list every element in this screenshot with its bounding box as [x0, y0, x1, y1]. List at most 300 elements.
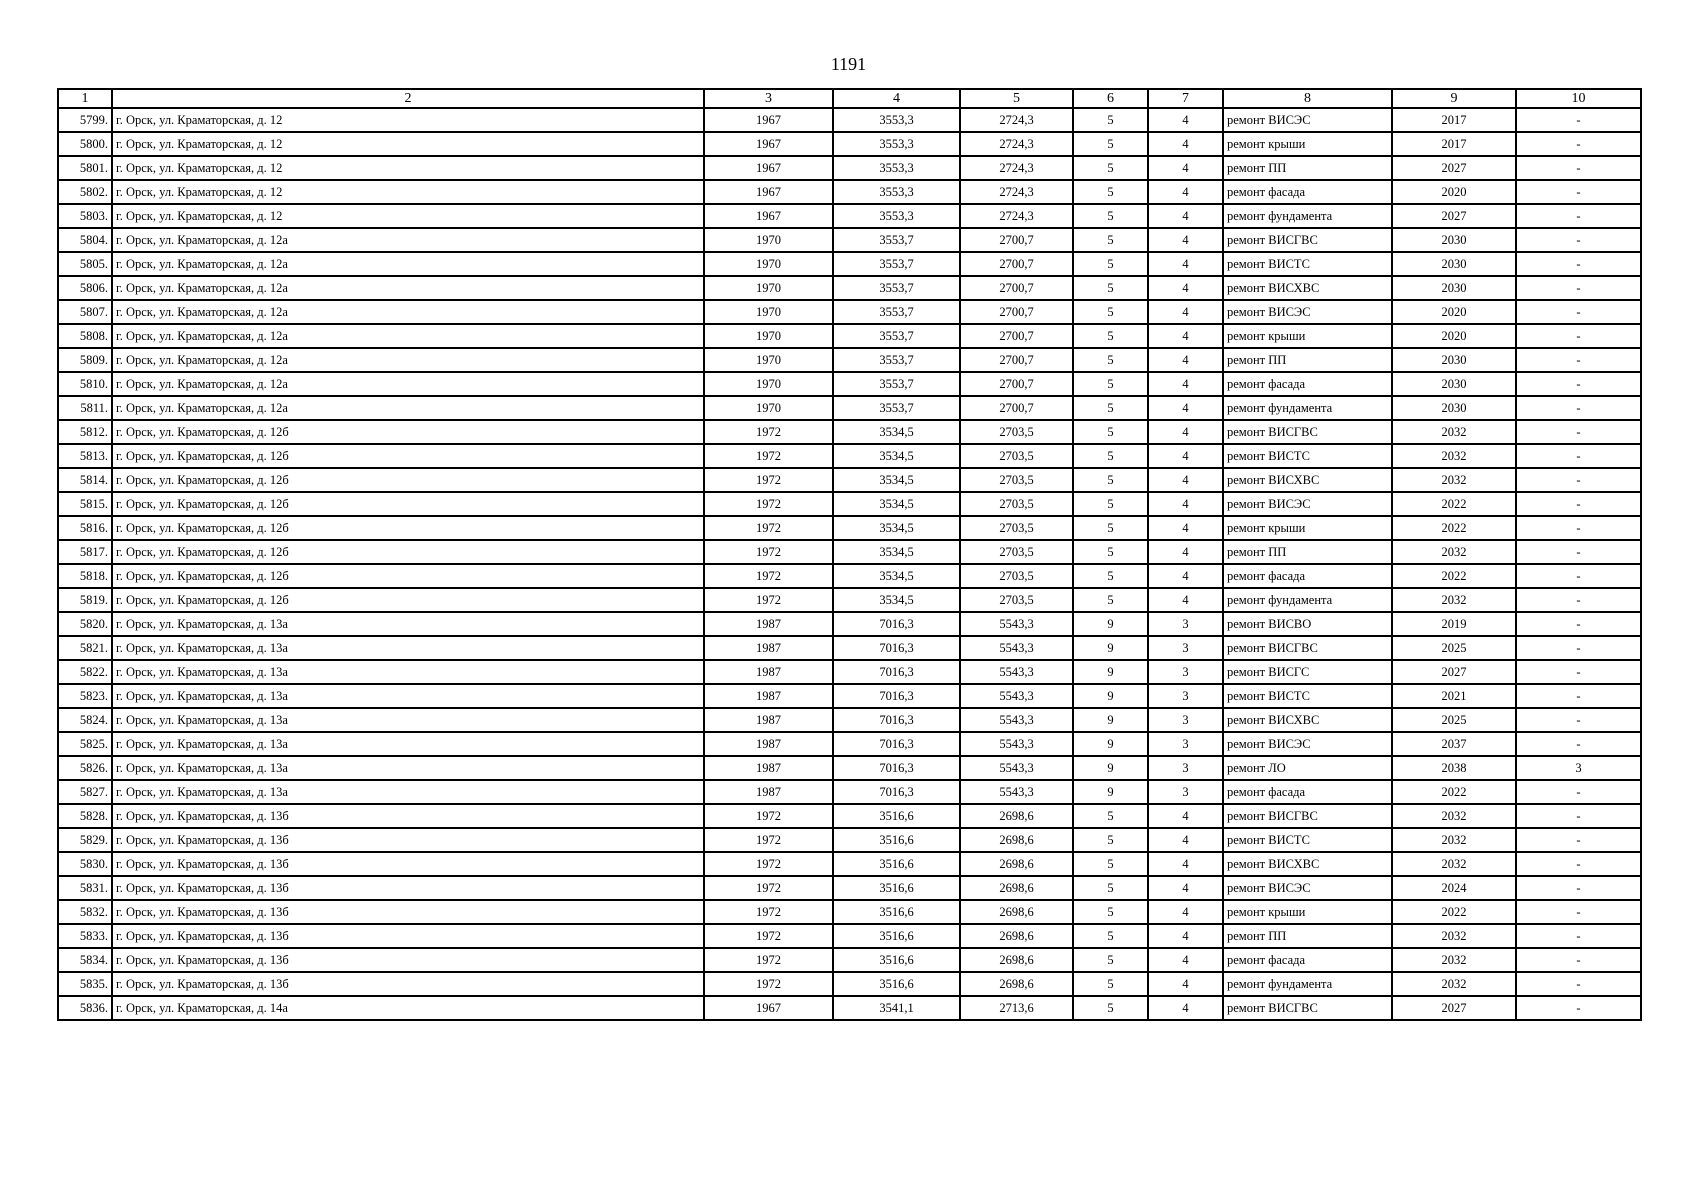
cell-entrances: 4 — [1148, 516, 1223, 540]
cell-residential-area: 2703,5 — [960, 444, 1073, 468]
cell-planned-year: 2022 — [1392, 492, 1516, 516]
cell-extra-value: - — [1516, 972, 1641, 996]
cell-address: г. Орск, ул. Краматорская, д. 12а — [112, 276, 704, 300]
cell-total-area: 3553,3 — [833, 156, 960, 180]
cell-planned-year: 2032 — [1392, 540, 1516, 564]
cell-residential-area: 2713,6 — [960, 996, 1073, 1020]
cell-floors: 5 — [1073, 372, 1148, 396]
cell-address: г. Орск, ул. Краматорская, д. 13б — [112, 924, 704, 948]
cell-entrances: 4 — [1148, 924, 1223, 948]
cell-floors: 5 — [1073, 396, 1148, 420]
cell-residential-area: 2703,5 — [960, 492, 1073, 516]
cell-extra-value: - — [1516, 996, 1641, 1020]
table-row — [58, 612, 1641, 636]
cell-planned-year: 2022 — [1392, 900, 1516, 924]
cell-residential-area: 2698,6 — [960, 876, 1073, 900]
cell-extra-value: - — [1516, 108, 1641, 132]
cell-year-built: 1972 — [704, 564, 833, 588]
cell-floors: 5 — [1073, 252, 1148, 276]
cell-year-built: 1970 — [704, 396, 833, 420]
cell-total-area: 3553,7 — [833, 372, 960, 396]
cell-year-built: 1987 — [704, 780, 833, 804]
cell-planned-year: 2030 — [1392, 348, 1516, 372]
cell-total-area: 3534,5 — [833, 540, 960, 564]
cell-planned-year: 2032 — [1392, 804, 1516, 828]
cell-entrances: 3 — [1148, 756, 1223, 780]
cell-year-built: 1970 — [704, 324, 833, 348]
cell-extra-value: - — [1516, 228, 1641, 252]
cell-entrances: 3 — [1148, 708, 1223, 732]
cell-planned-year: 2027 — [1392, 204, 1516, 228]
cell-row-number: 5834. — [58, 948, 112, 972]
table-body — [58, 108, 1641, 1020]
cell-address: г. Орск, ул. Краматорская, д. 12 — [112, 132, 704, 156]
cell-floors: 5 — [1073, 492, 1148, 516]
cell-floors: 5 — [1073, 420, 1148, 444]
cell-total-area: 3516,6 — [833, 828, 960, 852]
column-header-9: 9 — [1392, 89, 1516, 108]
table-row — [58, 660, 1641, 684]
cell-work-type: ремонт ВИСГВС — [1223, 636, 1392, 660]
cell-total-area: 3516,6 — [833, 972, 960, 996]
cell-total-area: 3553,3 — [833, 180, 960, 204]
cell-entrances: 4 — [1148, 132, 1223, 156]
cell-entrances: 4 — [1148, 444, 1223, 468]
cell-row-number: 5833. — [58, 924, 112, 948]
cell-residential-area: 2703,5 — [960, 564, 1073, 588]
cell-extra-value: - — [1516, 444, 1641, 468]
cell-planned-year: 2025 — [1392, 636, 1516, 660]
cell-floors: 9 — [1073, 636, 1148, 660]
cell-total-area: 3516,6 — [833, 876, 960, 900]
cell-total-area: 3516,6 — [833, 924, 960, 948]
cell-total-area: 3516,6 — [833, 804, 960, 828]
cell-entrances: 4 — [1148, 588, 1223, 612]
cell-floors: 9 — [1073, 612, 1148, 636]
cell-planned-year: 2017 — [1392, 108, 1516, 132]
cell-year-built: 1972 — [704, 972, 833, 996]
cell-entrances: 4 — [1148, 204, 1223, 228]
cell-row-number: 5835. — [58, 972, 112, 996]
cell-residential-area: 2698,6 — [960, 900, 1073, 924]
table-row — [58, 324, 1641, 348]
cell-work-type: ремонт фасада — [1223, 180, 1392, 204]
cell-work-type: ремонт крыши — [1223, 132, 1392, 156]
cell-total-area: 3534,5 — [833, 444, 960, 468]
cell-residential-area: 2700,7 — [960, 372, 1073, 396]
cell-entrances: 4 — [1148, 276, 1223, 300]
cell-address: г. Орск, ул. Краматорская, д. 13б — [112, 948, 704, 972]
cell-entrances: 4 — [1148, 492, 1223, 516]
table-row — [58, 468, 1641, 492]
cell-total-area: 3553,7 — [833, 228, 960, 252]
table-row — [58, 852, 1641, 876]
cell-floors: 9 — [1073, 780, 1148, 804]
repair-schedule-table — [57, 88, 1642, 1021]
cell-total-area: 7016,3 — [833, 684, 960, 708]
cell-residential-area: 2700,7 — [960, 396, 1073, 420]
cell-work-type: ремонт ВИСГВС — [1223, 804, 1392, 828]
cell-entrances: 4 — [1148, 852, 1223, 876]
cell-planned-year: 2032 — [1392, 828, 1516, 852]
cell-planned-year: 2032 — [1392, 420, 1516, 444]
page-number: 1191 — [830, 54, 867, 74]
cell-residential-area: 2700,7 — [960, 276, 1073, 300]
cell-entrances: 4 — [1148, 300, 1223, 324]
cell-work-type: ремонт ВИСГВС — [1223, 228, 1392, 252]
table-row — [58, 828, 1641, 852]
cell-year-built: 1972 — [704, 444, 833, 468]
cell-row-number: 5814. — [58, 468, 112, 492]
cell-address: г. Орск, ул. Краматорская, д. 12 — [112, 156, 704, 180]
cell-row-number: 5824. — [58, 708, 112, 732]
cell-extra-value: - — [1516, 396, 1641, 420]
cell-total-area: 3516,6 — [833, 900, 960, 924]
cell-work-type: ремонт крыши — [1223, 324, 1392, 348]
cell-total-area: 3553,7 — [833, 396, 960, 420]
cell-floors: 5 — [1073, 588, 1148, 612]
cell-address: г. Орск, ул. Краматорская, д. 13а — [112, 684, 704, 708]
cell-address: г. Орск, ул. Краматорская, д. 13б — [112, 972, 704, 996]
cell-address: г. Орск, ул. Краматорская, д. 12а — [112, 372, 704, 396]
cell-address: г. Орск, ул. Краматорская, д. 12б — [112, 420, 704, 444]
cell-total-area: 3516,6 — [833, 948, 960, 972]
cell-year-built: 1972 — [704, 540, 833, 564]
cell-work-type: ремонт ВИСХВС — [1223, 468, 1392, 492]
table-row — [58, 492, 1641, 516]
cell-planned-year: 2032 — [1392, 924, 1516, 948]
cell-extra-value: - — [1516, 708, 1641, 732]
cell-extra-value: 3 — [1516, 756, 1641, 780]
cell-planned-year: 2024 — [1392, 876, 1516, 900]
cell-total-area: 3553,7 — [833, 324, 960, 348]
cell-total-area: 3541,1 — [833, 996, 960, 1020]
table-row — [58, 924, 1641, 948]
cell-row-number: 5813. — [58, 444, 112, 468]
cell-year-built: 1972 — [704, 516, 833, 540]
cell-year-built: 1972 — [704, 876, 833, 900]
cell-entrances: 3 — [1148, 660, 1223, 684]
cell-entrances: 4 — [1148, 396, 1223, 420]
cell-row-number: 5811. — [58, 396, 112, 420]
cell-extra-value: - — [1516, 132, 1641, 156]
cell-residential-area: 2703,5 — [960, 588, 1073, 612]
cell-planned-year: 2030 — [1392, 228, 1516, 252]
cell-row-number: 5832. — [58, 900, 112, 924]
cell-work-type: ремонт ВИСГВС — [1223, 420, 1392, 444]
cell-total-area: 3516,6 — [833, 852, 960, 876]
cell-entrances: 4 — [1148, 324, 1223, 348]
column-header-4: 4 — [833, 89, 960, 108]
cell-extra-value: - — [1516, 804, 1641, 828]
cell-row-number: 5825. — [58, 732, 112, 756]
cell-address: г. Орск, ул. Краматорская, д. 12а — [112, 228, 704, 252]
cell-address: г. Орск, ул. Краматорская, д. 12а — [112, 324, 704, 348]
cell-address: г. Орск, ул. Краматорская, д. 13а — [112, 660, 704, 684]
cell-row-number: 5830. — [58, 852, 112, 876]
cell-planned-year: 2020 — [1392, 180, 1516, 204]
cell-total-area: 3534,5 — [833, 588, 960, 612]
cell-planned-year: 2032 — [1392, 948, 1516, 972]
table-row — [58, 540, 1641, 564]
cell-work-type: ремонт ВИСВО — [1223, 612, 1392, 636]
cell-residential-area: 2724,3 — [960, 204, 1073, 228]
cell-total-area: 3534,5 — [833, 564, 960, 588]
column-header-10: 10 — [1516, 89, 1641, 108]
cell-total-area: 3534,5 — [833, 492, 960, 516]
cell-work-type: ремонт фундамента — [1223, 204, 1392, 228]
table-row — [58, 900, 1641, 924]
column-header-8: 8 — [1223, 89, 1392, 108]
cell-row-number: 5823. — [58, 684, 112, 708]
cell-total-area: 7016,3 — [833, 660, 960, 684]
cell-planned-year: 2032 — [1392, 468, 1516, 492]
cell-work-type: ремонт ВИСЭС — [1223, 300, 1392, 324]
cell-work-type: ремонт ВИСТС — [1223, 828, 1392, 852]
cell-floors: 5 — [1073, 900, 1148, 924]
cell-floors: 5 — [1073, 324, 1148, 348]
table-row — [58, 204, 1641, 228]
cell-entrances: 4 — [1148, 540, 1223, 564]
cell-row-number: 5800. — [58, 132, 112, 156]
cell-extra-value: - — [1516, 828, 1641, 852]
table-row — [58, 348, 1641, 372]
cell-extra-value: - — [1516, 588, 1641, 612]
cell-year-built: 1970 — [704, 348, 833, 372]
cell-planned-year: 2030 — [1392, 276, 1516, 300]
cell-planned-year: 2032 — [1392, 852, 1516, 876]
cell-total-area: 3553,7 — [833, 300, 960, 324]
table-row — [58, 876, 1641, 900]
cell-planned-year: 2022 — [1392, 564, 1516, 588]
cell-residential-area: 2698,6 — [960, 828, 1073, 852]
cell-residential-area: 2724,3 — [960, 132, 1073, 156]
table-row — [58, 684, 1641, 708]
cell-work-type: ремонт фасада — [1223, 780, 1392, 804]
cell-row-number: 5819. — [58, 588, 112, 612]
cell-year-built: 1972 — [704, 420, 833, 444]
table-row — [58, 252, 1641, 276]
table-row — [58, 780, 1641, 804]
table-row — [58, 180, 1641, 204]
cell-extra-value: - — [1516, 372, 1641, 396]
cell-row-number: 5829. — [58, 828, 112, 852]
cell-total-area: 3553,7 — [833, 276, 960, 300]
cell-work-type: ремонт ВИСЭС — [1223, 492, 1392, 516]
cell-entrances: 4 — [1148, 972, 1223, 996]
cell-work-type: ремонт ПП — [1223, 540, 1392, 564]
cell-row-number: 5808. — [58, 324, 112, 348]
cell-floors: 5 — [1073, 996, 1148, 1020]
cell-year-built: 1967 — [704, 156, 833, 180]
cell-residential-area: 5543,3 — [960, 708, 1073, 732]
cell-row-number: 5815. — [58, 492, 112, 516]
cell-floors: 5 — [1073, 828, 1148, 852]
cell-work-type: ремонт ВИСХВС — [1223, 852, 1392, 876]
cell-year-built: 1967 — [704, 108, 833, 132]
cell-address: г. Орск, ул. Краматорская, д. 12а — [112, 348, 704, 372]
cell-residential-area: 2698,6 — [960, 924, 1073, 948]
cell-total-area: 7016,3 — [833, 756, 960, 780]
cell-floors: 9 — [1073, 732, 1148, 756]
cell-row-number: 5802. — [58, 180, 112, 204]
cell-entrances: 4 — [1148, 876, 1223, 900]
cell-entrances: 4 — [1148, 468, 1223, 492]
cell-address: г. Орск, ул. Краматорская, д. 13б — [112, 900, 704, 924]
cell-floors: 9 — [1073, 756, 1148, 780]
table-row — [58, 732, 1641, 756]
cell-year-built: 1972 — [704, 804, 833, 828]
cell-row-number: 5828. — [58, 804, 112, 828]
cell-address: г. Орск, ул. Краматорская, д. 14а — [112, 996, 704, 1020]
table-row — [58, 156, 1641, 180]
cell-floors: 5 — [1073, 204, 1148, 228]
cell-extra-value: - — [1516, 204, 1641, 228]
cell-address: г. Орск, ул. Краматорская, д. 12 — [112, 180, 704, 204]
cell-extra-value: - — [1516, 156, 1641, 180]
table-row — [58, 372, 1641, 396]
cell-address: г. Орск, ул. Краматорская, д. 12б — [112, 588, 704, 612]
cell-floors: 5 — [1073, 108, 1148, 132]
cell-planned-year: 2020 — [1392, 324, 1516, 348]
cell-row-number: 5821. — [58, 636, 112, 660]
cell-planned-year: 2030 — [1392, 396, 1516, 420]
cell-extra-value: - — [1516, 636, 1641, 660]
column-header-2: 2 — [112, 89, 704, 108]
cell-floors: 9 — [1073, 660, 1148, 684]
cell-residential-area: 2700,7 — [960, 228, 1073, 252]
cell-total-area: 7016,3 — [833, 708, 960, 732]
cell-address: г. Орск, ул. Краматорская, д. 13б — [112, 852, 704, 876]
cell-extra-value: - — [1516, 900, 1641, 924]
cell-floors: 5 — [1073, 348, 1148, 372]
cell-residential-area: 2698,6 — [960, 804, 1073, 828]
cell-year-built: 1987 — [704, 636, 833, 660]
cell-floors: 5 — [1073, 948, 1148, 972]
cell-residential-area: 2700,7 — [960, 300, 1073, 324]
cell-work-type: ремонт крыши — [1223, 900, 1392, 924]
cell-extra-value: - — [1516, 180, 1641, 204]
cell-residential-area: 2700,7 — [960, 252, 1073, 276]
cell-entrances: 4 — [1148, 108, 1223, 132]
cell-year-built: 1970 — [704, 276, 833, 300]
cell-entrances: 3 — [1148, 636, 1223, 660]
cell-work-type: ремонт ЛО — [1223, 756, 1392, 780]
column-header-3: 3 — [704, 89, 833, 108]
cell-entrances: 4 — [1148, 948, 1223, 972]
cell-entrances: 4 — [1148, 420, 1223, 444]
cell-address: г. Орск, ул. Краматорская, д. 13а — [112, 732, 704, 756]
cell-extra-value: - — [1516, 252, 1641, 276]
cell-work-type: ремонт фундамента — [1223, 972, 1392, 996]
cell-entrances: 3 — [1148, 732, 1223, 756]
cell-row-number: 5822. — [58, 660, 112, 684]
cell-total-area: 3534,5 — [833, 468, 960, 492]
cell-planned-year: 2027 — [1392, 996, 1516, 1020]
cell-extra-value: - — [1516, 420, 1641, 444]
header-row — [58, 89, 1641, 108]
cell-row-number: 5809. — [58, 348, 112, 372]
cell-total-area: 3553,7 — [833, 348, 960, 372]
cell-extra-value: - — [1516, 540, 1641, 564]
cell-floors: 5 — [1073, 876, 1148, 900]
cell-planned-year: 2030 — [1392, 372, 1516, 396]
cell-planned-year: 2032 — [1392, 444, 1516, 468]
cell-address: г. Орск, ул. Краматорская, д. 12 — [112, 108, 704, 132]
cell-entrances: 4 — [1148, 156, 1223, 180]
cell-floors: 5 — [1073, 972, 1148, 996]
cell-entrances: 4 — [1148, 348, 1223, 372]
cell-extra-value: - — [1516, 324, 1641, 348]
cell-entrances: 4 — [1148, 900, 1223, 924]
cell-floors: 9 — [1073, 684, 1148, 708]
cell-year-built: 1987 — [704, 756, 833, 780]
cell-row-number: 5799. — [58, 108, 112, 132]
cell-residential-area: 2698,6 — [960, 852, 1073, 876]
table-row — [58, 228, 1641, 252]
cell-floors: 5 — [1073, 468, 1148, 492]
cell-year-built: 1972 — [704, 900, 833, 924]
cell-work-type: ремонт ПП — [1223, 924, 1392, 948]
cell-address: г. Орск, ул. Краматорская, д. 13а — [112, 756, 704, 780]
cell-work-type: ремонт ВИСХВС — [1223, 708, 1392, 732]
cell-address: г. Орск, ул. Краматорская, д. 12б — [112, 492, 704, 516]
cell-residential-area: 2703,5 — [960, 516, 1073, 540]
cell-row-number: 5826. — [58, 756, 112, 780]
cell-row-number: 5836. — [58, 996, 112, 1020]
cell-total-area: 3534,5 — [833, 420, 960, 444]
cell-address: г. Орск, ул. Краматорская, д. 12б — [112, 444, 704, 468]
cell-planned-year: 2022 — [1392, 780, 1516, 804]
cell-address: г. Орск, ул. Краматорская, д. 13а — [112, 612, 704, 636]
cell-work-type: ремонт ВИСЭС — [1223, 108, 1392, 132]
cell-year-built: 1970 — [704, 300, 833, 324]
cell-row-number: 5805. — [58, 252, 112, 276]
cell-work-type: ремонт ПП — [1223, 156, 1392, 180]
cell-row-number: 5804. — [58, 228, 112, 252]
table-row — [58, 588, 1641, 612]
cell-row-number: 5827. — [58, 780, 112, 804]
column-header-7: 7 — [1148, 89, 1223, 108]
cell-address: г. Орск, ул. Краматорская, д. 12а — [112, 396, 704, 420]
cell-work-type: ремонт фундамента — [1223, 588, 1392, 612]
table-row — [58, 804, 1641, 828]
cell-row-number: 5831. — [58, 876, 112, 900]
cell-row-number: 5816. — [58, 516, 112, 540]
cell-address: г. Орск, ул. Краматорская, д. 12а — [112, 300, 704, 324]
cell-floors: 5 — [1073, 180, 1148, 204]
cell-extra-value: - — [1516, 948, 1641, 972]
cell-floors: 5 — [1073, 564, 1148, 588]
cell-floors: 5 — [1073, 924, 1148, 948]
table-row — [58, 948, 1641, 972]
cell-year-built: 1987 — [704, 660, 833, 684]
cell-work-type: ремонт ВИСГС — [1223, 660, 1392, 684]
cell-residential-area: 2703,5 — [960, 420, 1073, 444]
cell-extra-value: - — [1516, 660, 1641, 684]
cell-work-type: ремонт ВИСГВС — [1223, 996, 1392, 1020]
table-row — [58, 972, 1641, 996]
cell-floors: 5 — [1073, 132, 1148, 156]
cell-extra-value: - — [1516, 612, 1641, 636]
cell-year-built: 1970 — [704, 252, 833, 276]
cell-planned-year: 2021 — [1392, 684, 1516, 708]
cell-extra-value: - — [1516, 348, 1641, 372]
cell-residential-area: 5543,3 — [960, 780, 1073, 804]
cell-residential-area: 5543,3 — [960, 612, 1073, 636]
cell-work-type: ремонт ВИСЭС — [1223, 876, 1392, 900]
cell-work-type: ремонт ПП — [1223, 348, 1392, 372]
